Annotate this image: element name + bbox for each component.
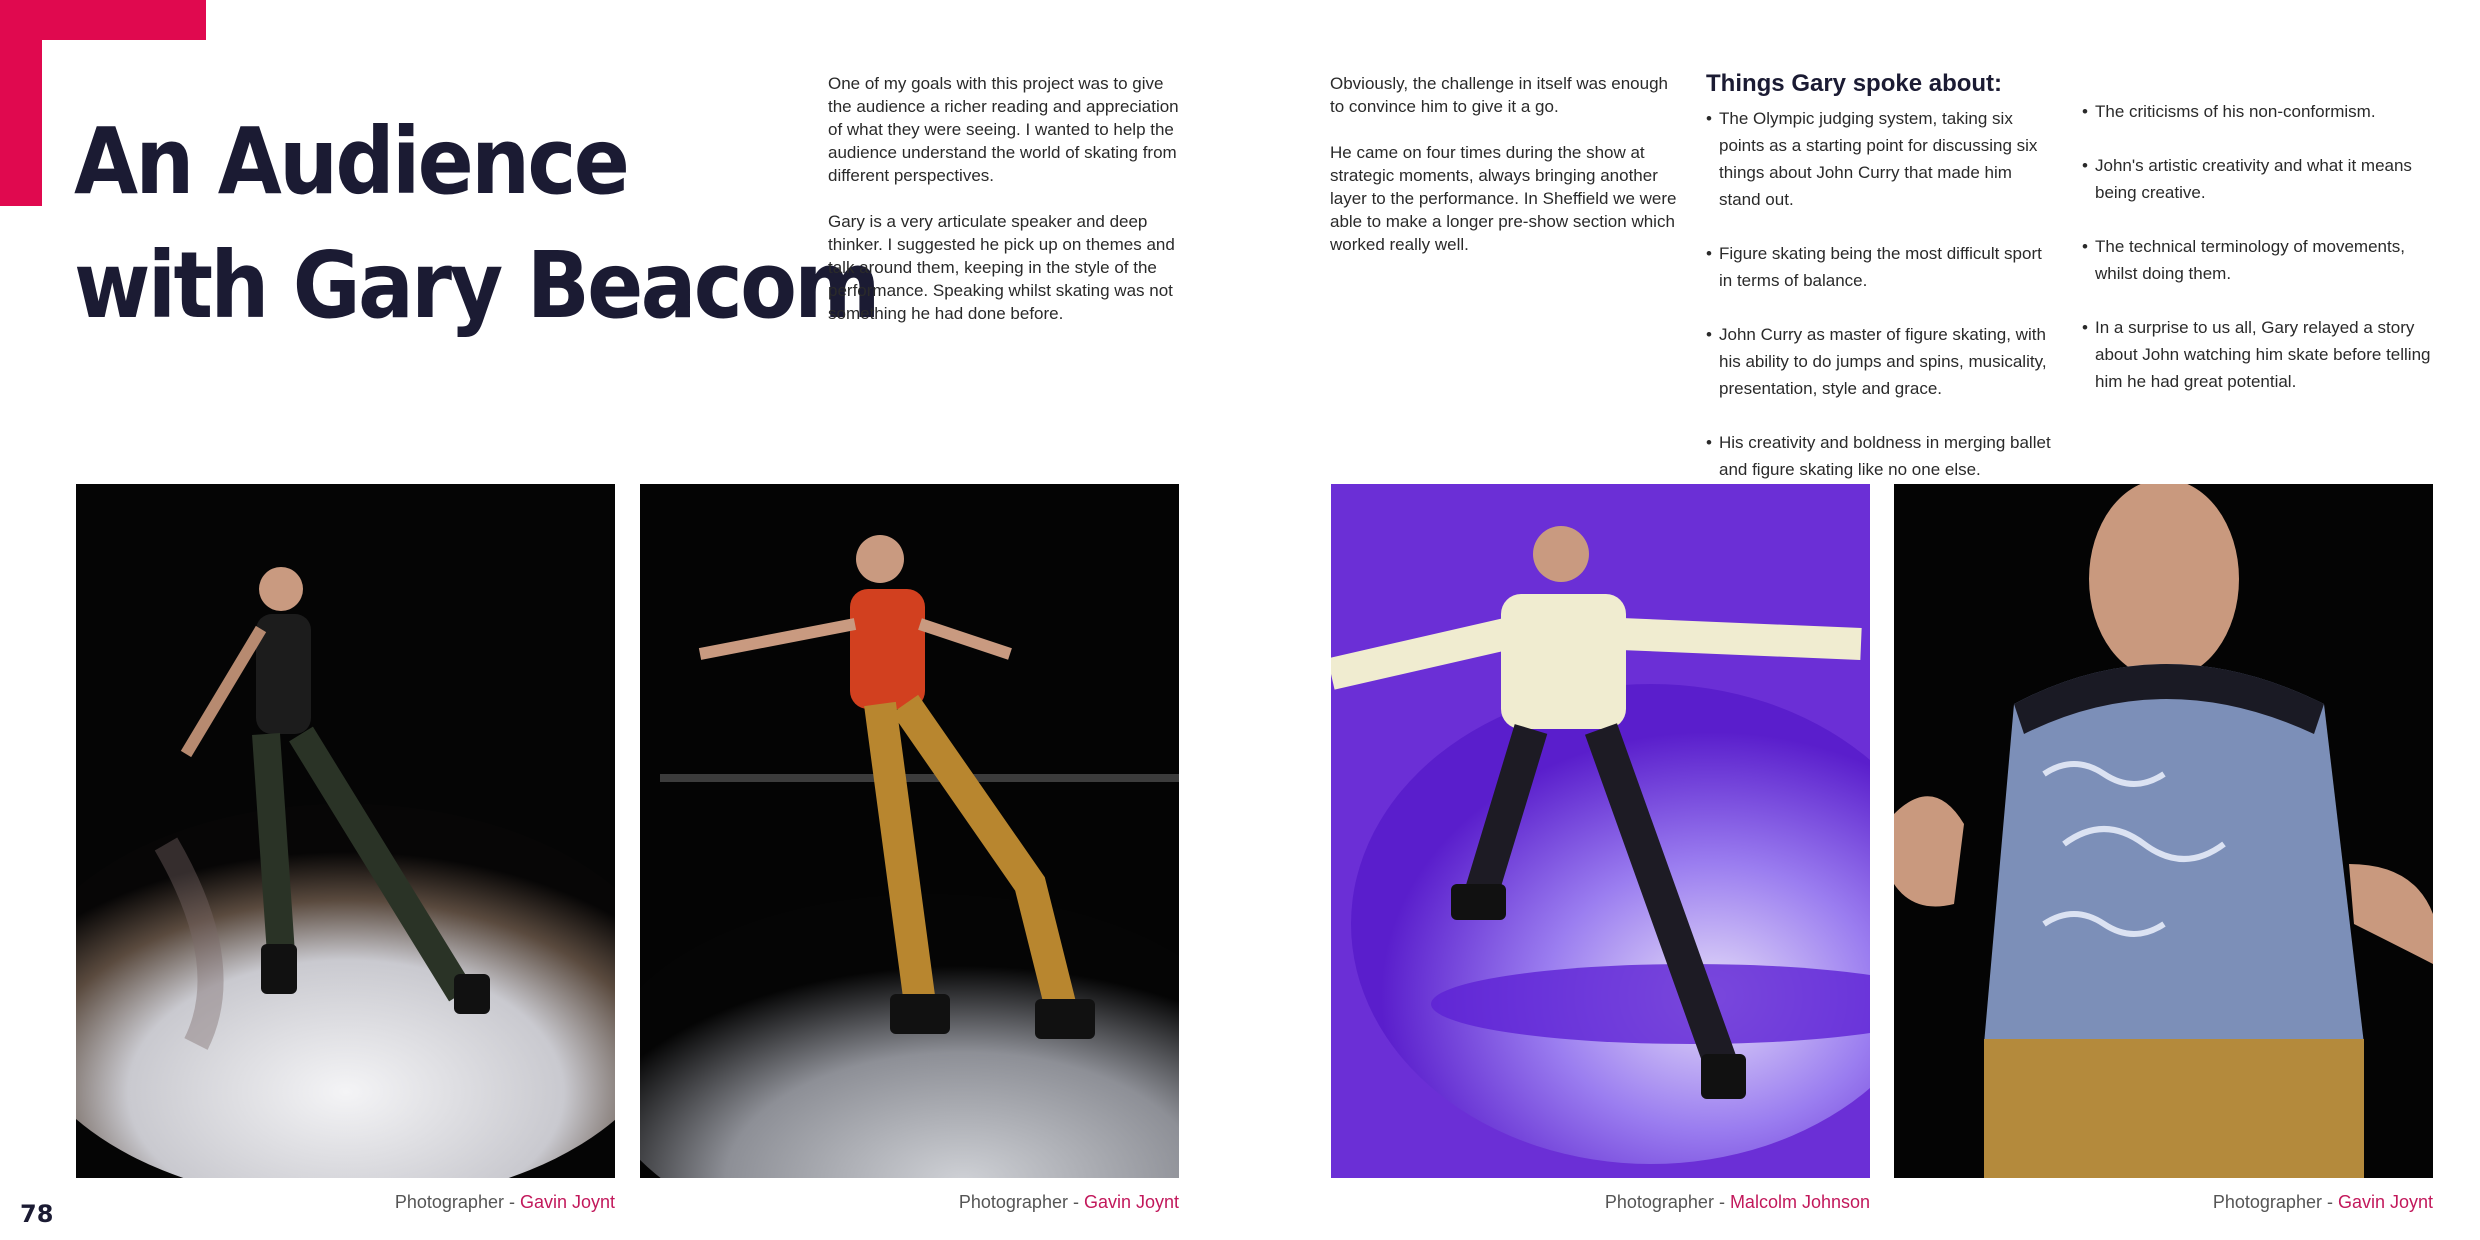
photo-credit [1331, 1192, 1870, 1213]
skater-photo-1 [76, 484, 615, 1178]
credit-prefix: Photographer - [958, 1192, 1084, 1212]
intro-paragraph: One of my goals with this project was to give the audience a richer reading and appreciation of what they were seeing. I wanted to help the audience understand the world of skating from different perspectives. [828, 74, 1179, 185]
intro-paragraph: Gary is a very articulate speaker and deep thinker. I suggested he pick up on themes and talk around them, keeping in the style of the performance. Speaking whilst skating was not something he had done before. [828, 212, 1175, 323]
topics-list-b [2082, 98, 2442, 422]
skater-photo-2 [640, 484, 1179, 1178]
credit-prefix: Photographer - [394, 1192, 520, 1212]
intro-paragraph: Obviously, the challenge in itself was enough to convince him to give it a go. [1330, 74, 1668, 116]
photographer-name: Gavin Joynt [2337, 1192, 2433, 1212]
topic-item: • In a surprise to us all, Gary relayed a story about John watching him skate before telling him he had great potential. [2082, 314, 2442, 395]
photographer-name: Gavin Joynt [519, 1192, 615, 1212]
intro-column-1 [828, 72, 1188, 348]
topic-item: • The criticisms of his non-conformism. [2082, 98, 2442, 125]
credit-prefix: Photographer - [2212, 1192, 2338, 1212]
page-number: 78 [20, 1200, 54, 1228]
topic-item: • John Curry as master of figure skating, with his ability to do jumps and spins, musicality, presentation, style and grace. [1706, 321, 2056, 402]
photographer-name: Gavin Joynt [1083, 1192, 1179, 1212]
topic-item: • The technical terminology of movements, whilst doing them. [2082, 233, 2442, 287]
photo-credit [76, 1192, 615, 1213]
intro-paragraph: He came on four times during the show at strategic moments, always bringing another layer to the performance. In Sheffield we were able to make a longer pre-show section which worked really well. [1330, 143, 1677, 254]
photographer-name: Malcolm Johnson [1729, 1192, 1870, 1212]
topic-item: • The Olympic judging system, taking six points as a starting point for discussing six things about John Curry that made him stand out. [1706, 105, 2056, 213]
title-line-2: with Gary Beacom [74, 232, 878, 339]
credit-prefix: Photographer - [1604, 1192, 1730, 1212]
topic-item: • Figure skating being the most difficult sport in terms of balance. [1706, 240, 2056, 294]
topic-item: • John's artistic creativity and what it means being creative. [2082, 152, 2442, 206]
intro-column-2 [1330, 72, 1680, 279]
skater-photo-4 [1894, 484, 2433, 1178]
page-title [74, 100, 878, 348]
title-line-1: An Audience [74, 108, 628, 215]
topics-heading: Things Gary spoke about: [1706, 70, 2003, 97]
topic-item: • His creativity and boldness in merging ballet and figure skating like no one else. [1706, 429, 2056, 483]
topics-list-a [1706, 105, 2056, 510]
accent-bar-left [0, 0, 42, 206]
photo-credit [1894, 1192, 2433, 1213]
photo-credit [640, 1192, 1179, 1213]
skater-photo-3 [1331, 484, 1870, 1178]
